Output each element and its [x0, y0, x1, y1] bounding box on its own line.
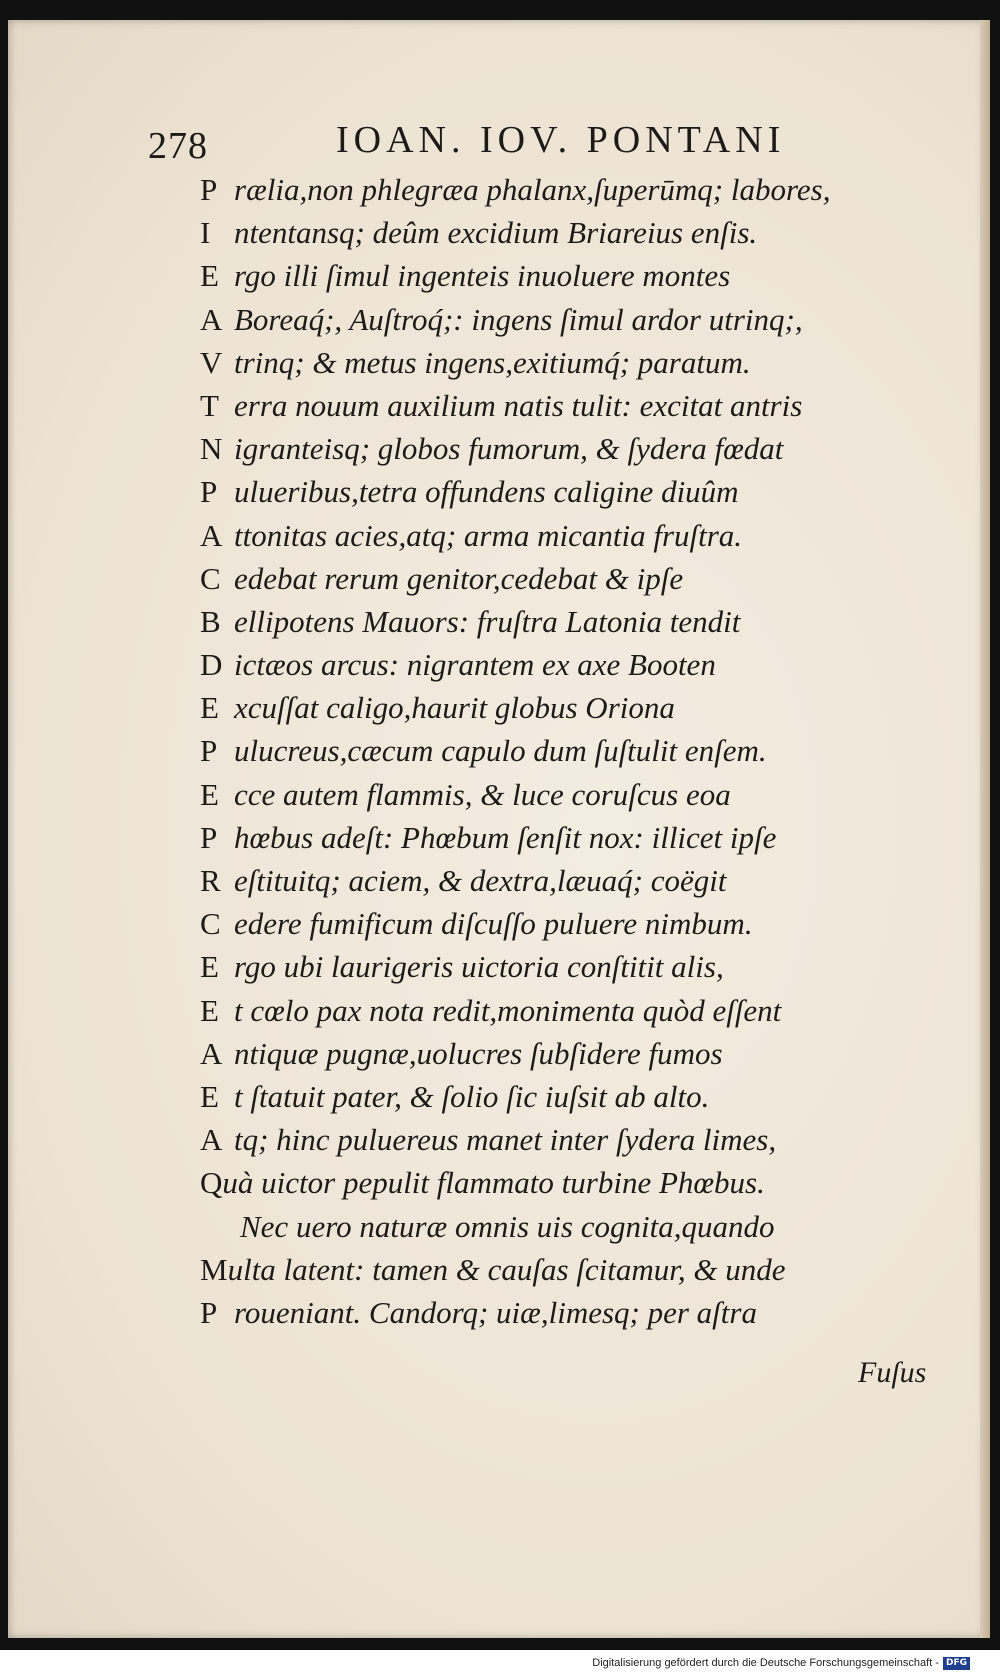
verse-initial: P: [200, 172, 218, 207]
verse-line: [200, 643, 920, 686]
verse-initial: V: [200, 344, 223, 380]
verse-initial: B: [200, 603, 221, 639]
verse-text: erra nouum auxilium natis tulit: excitat antris: [234, 387, 803, 423]
verse-line: [200, 514, 920, 557]
verse-line: [200, 341, 920, 384]
verse-text: xcuſſat caligo,haurit globus Oriona: [234, 690, 675, 726]
verse-initial: E: [200, 992, 219, 1028]
running-head: [148, 118, 868, 168]
verse-initial: P: [200, 474, 218, 510]
verse-initial: P: [200, 733, 218, 769]
verse-text: uà uictor pepulit flammato turbine Phœbus.: [222, 1165, 765, 1201]
verse-line: [200, 1032, 920, 1075]
verse-line: [200, 773, 920, 816]
verse-text: hœbus adeſt: Phœbum ſenſit nox: illicet ipſe: [234, 819, 777, 855]
verse-line: [200, 816, 920, 859]
verse-line: [200, 254, 920, 297]
credit-text: Digitalisierung gefördert durch die Deutsche Forschungsgemeinschaft -: [592, 1657, 939, 1669]
verse-initial: A: [200, 517, 223, 553]
verse-initial: I: [200, 215, 211, 251]
verse-line: [200, 686, 920, 729]
verse-initial: E: [200, 776, 219, 812]
verse-text: roueniant. Candorq; uiæ,limesq; per aſtra: [234, 1294, 757, 1330]
verse-text: Nec uero naturæ omnis uis cognita,quando: [240, 1208, 775, 1244]
verse-text: ntiquæ pugnæ,uolucres ſubſidere fumos: [234, 1035, 723, 1071]
verse-line: [200, 945, 920, 988]
verse-text: t ſtatuit pater, & ſolio ſic iuſsit ab alto.: [234, 1078, 710, 1114]
verse-text: ellipotens Mauors: fruſtra Latonia tendit: [234, 603, 741, 639]
verse-block: [200, 168, 920, 1334]
verse-line: [200, 600, 920, 643]
page-number: 278: [148, 125, 208, 167]
digitization-credit: [592, 1654, 970, 1672]
verse-text: tq; hinc puluereus manet inter ſydera limes,: [234, 1122, 777, 1158]
verse-line: [200, 1161, 920, 1204]
verse-text: igranteisq; globos fumorum, & ſydera fœdat: [234, 431, 784, 467]
verse-line: [200, 729, 920, 772]
verse-line: [200, 1205, 920, 1248]
verse-text: edebat rerum genitor,cedebat & ipſe: [234, 560, 684, 596]
verse-initial: A: [200, 1035, 223, 1071]
verse-text: edere fumificum diſcuſſo puluere nimbum.: [234, 906, 753, 942]
page-edge-shadow: [980, 20, 990, 1638]
dfg-logo: DFG: [943, 1657, 970, 1670]
verse-line: [200, 1118, 920, 1161]
verse-initial: Q: [200, 1165, 223, 1201]
verse-initial: P: [200, 819, 218, 855]
verse-line: [200, 1248, 920, 1291]
verse-line: [200, 902, 920, 945]
verse-text: rgo illi ſimul ingenteis inuoluere montes: [234, 258, 731, 294]
verse-initial: M: [200, 1251, 228, 1287]
verse-line: [200, 384, 920, 427]
verse-text: ulueribus,tetra offundens caligine diuûm: [234, 474, 739, 510]
verse-line: [200, 557, 920, 600]
running-title: IOAN. IOV. PONTANI: [336, 119, 786, 161]
verse-initial: P: [200, 1294, 218, 1330]
verse-initial: C: [200, 560, 221, 596]
catchword: Fuſus: [858, 1356, 927, 1389]
verse-initial: E: [200, 949, 219, 985]
verse-text: t cœlo pax nota redit,monimenta quòd eſſent: [234, 992, 782, 1028]
verse-initial: E: [200, 690, 219, 726]
verse-line: [200, 859, 920, 902]
verse-initial: T: [200, 387, 219, 423]
verse-text: rgo ubi laurigeris uictoria conſtitit alis,: [234, 949, 724, 985]
verse-initial: R: [200, 863, 221, 898]
verse-initial: A: [200, 1122, 223, 1158]
verse-text: ictæos arcus: nigrantem ex axe Booten: [234, 647, 716, 683]
verse-line: [200, 298, 920, 341]
verse-line: [200, 168, 920, 211]
verse-text: ntentansq; deûm excidium Briareius enſis.: [234, 215, 758, 251]
verse-initial: N: [200, 431, 223, 467]
verse-text: cce autem flammis, & luce coruſcus eoa: [234, 776, 731, 812]
verse-line: [200, 989, 920, 1032]
verse-text: ulucreus,cæcum capulo dum ſuſtulit enſem.: [234, 733, 767, 769]
verse-text: ulta latent: tamen & cauſas ſcitamur, & unde: [227, 1251, 786, 1287]
verse-line: [200, 427, 920, 470]
verse-line: [200, 1291, 920, 1334]
verse-line: [200, 211, 920, 254]
verse-text: trinq; & metus ingens,exitiumq́; paratum.: [234, 344, 751, 380]
verse-line: [200, 470, 920, 513]
verse-initial: E: [200, 258, 219, 294]
verse-text: eſtituitq; aciem, & dextra,læuaq́; coëgit: [234, 863, 727, 898]
verse-initial: D: [200, 647, 223, 683]
verse-line: [200, 1075, 920, 1118]
verse-text: Boreaq́;, Auſtroq́;: ingens ſimul ardor utrinq;,: [234, 301, 803, 337]
verse-initial: A: [200, 301, 223, 337]
verse-text: ttonitas acies,atq; arma micantia fruſtra.: [234, 517, 743, 553]
verse-initial: E: [200, 1078, 219, 1114]
verse-initial: C: [200, 906, 221, 942]
verse-text: rælia,non phlegræa phalanx,ſuperūmq; labores,: [234, 172, 831, 207]
